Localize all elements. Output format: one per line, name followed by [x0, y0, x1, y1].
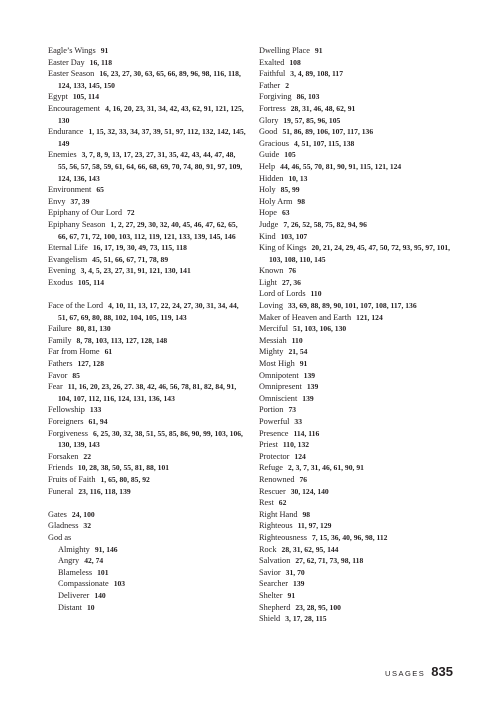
- index-page-refs: 65: [96, 185, 104, 195]
- index-page-refs: 16, 23, 27, 30, 63, 65, 66, 89, 96, 98, 116, 118, 124, 133, 145, 150: [58, 69, 241, 90]
- index-page-refs: 44, 46, 55, 70, 81, 90, 91, 115, 121, 124: [280, 161, 402, 171]
- index-page-refs: 108: [289, 57, 301, 67]
- index-term: God as: [48, 532, 72, 542]
- index-term: Exalted: [259, 57, 285, 67]
- index-term: Eternal Life: [48, 243, 88, 253]
- index-entry: [259, 288, 457, 300]
- index-term: Hope: [259, 208, 277, 218]
- index-entry: [48, 416, 246, 428]
- index-page-refs: 61: [104, 347, 113, 357]
- index-page-refs: 2, 3, 7, 31, 46, 61, 90, 91: [287, 463, 364, 473]
- section-gap: [48, 288, 246, 300]
- index-entry: [259, 486, 457, 498]
- index-page-refs: 139: [302, 393, 314, 403]
- index-page-refs: 72: [126, 208, 135, 218]
- index-term: Rock: [259, 544, 277, 554]
- index-term: Forgiving: [259, 92, 292, 102]
- index-entry: [259, 613, 457, 625]
- index-entry: [259, 265, 457, 277]
- index-term: Presence: [259, 428, 289, 438]
- index-term: Loving: [259, 301, 283, 311]
- index-term: Envy: [48, 196, 66, 206]
- index-term: Shelter: [259, 590, 283, 600]
- index-term: Omnipotent: [259, 370, 299, 380]
- page-footer: [385, 664, 453, 679]
- index-entry: [48, 370, 246, 382]
- index-term: Glory: [259, 115, 279, 125]
- index-entry: [48, 428, 246, 451]
- index-term: Guide: [259, 150, 280, 160]
- index-term: Fortress: [259, 103, 286, 113]
- index-term: Gracious: [259, 138, 289, 148]
- index-entry: [259, 555, 457, 567]
- index-page-refs: 3, 4, 5, 23, 27, 31, 91, 121, 130, 141: [80, 266, 191, 276]
- index-term: Failure: [48, 324, 72, 334]
- index-page-refs: 91: [314, 46, 323, 55]
- index-entry: [259, 115, 457, 127]
- index-entry: [259, 567, 457, 579]
- index-page-refs: 110: [291, 335, 303, 345]
- index-page-refs: 45, 51, 66, 67, 71, 78, 89: [92, 254, 169, 264]
- index-term: Forgiveness: [48, 428, 88, 438]
- index-page-refs: 105, 114: [77, 277, 105, 287]
- index-entry: [259, 416, 457, 428]
- index-subentry: [58, 590, 246, 602]
- index-entry: [48, 520, 246, 532]
- index-term: Lord of Lords: [259, 289, 306, 299]
- index-page-refs: 105, 114: [72, 92, 99, 102]
- index-entry: [259, 578, 457, 590]
- index-page-refs: 11, 97, 129: [297, 521, 332, 531]
- index-term: Enemies: [48, 150, 77, 160]
- index-entry: [259, 509, 457, 521]
- index-entry: [259, 451, 457, 463]
- index-page-refs: 85, 99: [280, 185, 300, 195]
- index-term: Almighty: [58, 544, 90, 554]
- index-entry: [259, 277, 457, 289]
- index-page-refs: 73: [288, 405, 297, 415]
- index-page-refs: 62: [278, 498, 287, 508]
- index-entry: [48, 126, 246, 149]
- index-term: Help: [259, 161, 276, 171]
- index-entry: [259, 242, 457, 265]
- index-term: Shield: [259, 614, 281, 624]
- page-number: 835: [431, 664, 453, 679]
- index-page-refs: 16, 17, 19, 30, 49, 73, 115, 118: [92, 243, 187, 253]
- index-term: Encouragement: [48, 103, 101, 113]
- index-term: King of Kings: [259, 243, 307, 253]
- index-page-refs: 3, 7, 8, 9, 13, 17, 23, 27, 31, 35, 42, 43, 44, 47, 48, 55, 56, 57, 58, 59, 61, 64, 66, 68, 69, 70, 74, 80, 91, 97, 109, 124, 136, 143: [58, 150, 243, 183]
- index-entry: [259, 184, 457, 196]
- index-page-refs: 1, 15, 32, 33, 34, 37, 39, 51, 97, 112, 132, 142, 145, 149: [58, 127, 246, 148]
- index-page-refs: 1, 65, 80, 85, 92: [100, 474, 150, 484]
- index-term: Priest: [259, 440, 278, 450]
- index-page-refs: 4, 16, 20, 23, 31, 34, 42, 43, 62, 91, 121, 125, 130: [58, 103, 244, 125]
- index-page-refs: 37, 39: [70, 196, 90, 206]
- index-term: Holy Arm: [259, 196, 293, 206]
- index-term: Savior: [259, 567, 281, 577]
- index-entry: [48, 265, 246, 277]
- index-term: Fruits of Faith: [48, 474, 96, 484]
- index-term: Maker of Heaven and Earth: [259, 312, 352, 322]
- index-term: Gladness: [48, 521, 79, 531]
- index-term: Funeral: [48, 486, 74, 496]
- index-page-refs: 19, 57, 85, 96, 105: [283, 115, 341, 125]
- index-page-refs: 16, 118: [89, 57, 113, 67]
- index-term: Egypt: [48, 92, 68, 102]
- index-term: Good: [259, 127, 278, 137]
- index-entry: [259, 91, 457, 103]
- index-term: Fellowship: [48, 405, 85, 415]
- index-term: Evangelism: [48, 254, 88, 264]
- index-page-refs: 27, 62, 71, 73, 98, 118: [295, 556, 364, 566]
- index-entry: [259, 462, 457, 474]
- index-page-refs: 33: [294, 417, 303, 426]
- index-subentry: [58, 602, 246, 614]
- index-page-refs: 76: [288, 266, 297, 276]
- index-page-refs: 110: [310, 289, 322, 299]
- index-entry: [48, 532, 246, 544]
- index-entry: [259, 370, 457, 382]
- index-term: Fathers: [48, 359, 73, 369]
- index-term: Holy: [259, 185, 276, 195]
- index-term: Favor: [48, 370, 68, 380]
- index-entry: [48, 358, 246, 370]
- index-term: Father: [259, 80, 281, 90]
- index-subentry: [58, 544, 246, 556]
- index-page-refs: 91: [100, 46, 109, 55]
- index-page-refs: 20, 21, 24, 29, 45, 47, 50, 72, 93, 95, 97, 101, 103, 108, 110, 145: [269, 243, 451, 264]
- index-term: Messiah: [259, 335, 287, 345]
- index-page-refs: 2: [285, 80, 289, 90]
- index-entry: [259, 520, 457, 532]
- index-page-refs: 6, 25, 30, 32, 38, 51, 55, 85, 86, 90, 99, 103, 106, 130, 139, 143: [58, 428, 243, 450]
- index-entry: [259, 428, 457, 440]
- index-page-refs: 8, 78, 103, 113, 127, 128, 148: [76, 335, 168, 345]
- index-term: Angry: [58, 556, 80, 566]
- index-page-refs: 28, 31, 46, 48, 62, 91: [290, 103, 356, 113]
- index-term: Gates: [48, 509, 67, 519]
- index-column-left: [48, 45, 246, 613]
- index-entry: [259, 602, 457, 614]
- index-subentry: [58, 578, 246, 590]
- index-page-refs: 32: [83, 521, 92, 531]
- index-entry: [259, 207, 457, 219]
- index-page-refs: 24, 100: [71, 509, 95, 519]
- index-term: Exodus: [48, 277, 73, 287]
- index-term: Forsaken: [48, 451, 79, 461]
- index-term: Merciful: [259, 324, 289, 334]
- index-entry: [259, 300, 457, 312]
- index-term: Kind: [259, 231, 276, 241]
- index-entry: [48, 254, 246, 266]
- index-entry: [48, 91, 246, 103]
- index-entry: [48, 486, 246, 498]
- index-entry: [259, 474, 457, 486]
- index-page-refs: 10, 28, 38, 50, 55, 81, 88, 101: [77, 463, 170, 473]
- index-page-refs: 101: [97, 567, 109, 577]
- index-page-refs: 91: [299, 359, 308, 369]
- index-entry: [259, 45, 457, 57]
- index-page-refs: 51, 86, 89, 106, 107, 117, 136: [282, 127, 374, 137]
- index-page-refs: 127, 128: [77, 359, 105, 369]
- index-entry: [259, 161, 457, 173]
- index-subentry: [58, 555, 246, 567]
- index-entry: [48, 462, 246, 474]
- index-page-refs: 10, 13: [288, 173, 308, 183]
- index-term: Right Hand: [259, 509, 298, 519]
- index-entry: [48, 335, 246, 347]
- index-page-refs: 23, 28, 95, 100: [295, 602, 341, 612]
- index-page-refs: 98: [302, 509, 311, 519]
- index-column-right: [259, 45, 457, 625]
- index-entry: [48, 184, 246, 196]
- index-term: Face of the Lord: [48, 301, 104, 311]
- index-term: Known: [259, 266, 284, 276]
- index-entry: [259, 312, 457, 324]
- index-entry: [259, 404, 457, 416]
- index-entry: [259, 393, 457, 405]
- index-page-refs: 85: [72, 370, 80, 380]
- index-term: Portion: [259, 405, 284, 415]
- index-subentry: [58, 567, 246, 579]
- index-page-refs: 110, 132: [282, 440, 310, 450]
- index-term: Epiphany of Our Lord: [48, 208, 122, 218]
- index-entry: [48, 509, 246, 521]
- index-term: Light: [259, 277, 277, 287]
- index-page-refs: 30, 124, 140: [290, 486, 329, 496]
- index-term: Blameless: [58, 567, 93, 577]
- index-entry: [48, 451, 246, 463]
- index-page-refs: 42, 74: [84, 556, 104, 566]
- section-label: USAGES: [385, 669, 426, 678]
- index-entry: [48, 57, 246, 69]
- index-page-refs: 3, 4, 89, 108, 117: [290, 69, 344, 79]
- index-entry: [259, 439, 457, 451]
- index-entry: [259, 381, 457, 393]
- index-entry: [259, 80, 457, 92]
- index-page-refs: 4, 51, 107, 115, 138: [293, 138, 355, 148]
- index-term: Epiphany Season: [48, 219, 106, 229]
- index-page-refs: 139: [306, 382, 319, 392]
- index-entry: [259, 103, 457, 115]
- index-term: Judge: [259, 219, 279, 229]
- index-term: Dwelling Place: [259, 46, 310, 55]
- index-term: Omnipresent: [259, 382, 302, 392]
- index-term: Deliverer: [58, 590, 90, 600]
- index-term: Friends: [48, 463, 73, 473]
- index-page-refs: 61, 94: [88, 417, 108, 426]
- index-page-refs: 139: [303, 370, 316, 380]
- index-entry: [259, 335, 457, 347]
- index-page-refs: 31, 70: [285, 567, 305, 577]
- index-page-refs: 10: [86, 602, 95, 612]
- index-entry: [259, 532, 457, 544]
- index-term: Far from Home: [48, 347, 100, 357]
- index-page-refs: 133: [89, 405, 102, 415]
- index-term: Refuge: [259, 463, 283, 473]
- index-entry: [48, 381, 246, 404]
- index-entry: [259, 57, 457, 69]
- index-term: Easter Season: [48, 69, 95, 79]
- index-entry: [48, 277, 246, 289]
- index-entry: [259, 126, 457, 138]
- index-page-refs: 1, 2, 27, 29, 30, 32, 40, 45, 46, 47, 62, 65, 66, 67, 71, 72, 100, 103, 112, 119, 121, 133, 139, 145, 146: [58, 219, 238, 241]
- index-term: Endurance: [48, 127, 84, 137]
- index-entry: [259, 219, 457, 231]
- index-entry: [259, 323, 457, 335]
- section-gap: [48, 497, 246, 509]
- index-page-refs: 124: [294, 451, 306, 461]
- index-term: Distant: [58, 602, 82, 612]
- index-term: Easter Day: [48, 57, 85, 67]
- index-page-refs: 91: [287, 590, 296, 600]
- index-entry: [259, 68, 457, 80]
- index-term: Righteousness: [259, 532, 307, 542]
- index-page-refs: 4, 10, 11, 13, 17, 22, 24, 27, 30, 31, 34, 44, 51, 67, 69, 80, 88, 102, 104, 105, 119, 143: [58, 301, 239, 322]
- index-page-refs: 103, 107: [280, 231, 308, 241]
- index-entry: [48, 103, 246, 126]
- index-term: Most High: [259, 359, 295, 369]
- index-term: Fear: [48, 382, 63, 392]
- index-entry: [48, 346, 246, 358]
- index-term: Faithful: [259, 69, 286, 79]
- index-term: Powerful: [259, 417, 290, 426]
- index-term: Environment: [48, 185, 92, 195]
- index-term: Family: [48, 335, 72, 345]
- index-term: Righteous: [259, 521, 293, 531]
- index-page-refs: 103: [113, 579, 126, 589]
- index-entry: [259, 231, 457, 243]
- index-entry: [48, 474, 246, 486]
- index-page-refs: 98: [297, 196, 306, 206]
- index-entry: [259, 544, 457, 556]
- index-entry: [48, 196, 246, 208]
- index-entry: [259, 138, 457, 150]
- index-term: Compassionate: [58, 579, 109, 589]
- index-page-refs: 21, 54: [288, 347, 308, 357]
- index-term: Mighty: [259, 347, 284, 357]
- index-entry: [48, 404, 246, 416]
- index-term: Evening: [48, 266, 76, 276]
- index-entry: [259, 358, 457, 370]
- index-page-refs: 7, 15, 36, 40, 96, 98, 112: [311, 532, 388, 542]
- index-page-refs: 140: [94, 590, 106, 600]
- index-term: Protector: [259, 451, 290, 461]
- index-page-refs: 27, 36: [281, 277, 301, 287]
- index-page-refs: 11, 16, 20, 23, 26, 27. 38, 42, 46, 56, 78, 81, 82, 84, 91, 104, 107, 112, 116, 124, 131, 136, 143: [58, 382, 237, 403]
- index-term: Renowned: [259, 474, 295, 484]
- index-term: Omniscient: [259, 393, 298, 403]
- index-term: Hidden: [259, 173, 284, 183]
- index-page-refs: 114, 116: [293, 428, 320, 438]
- index-page-refs: 28, 31, 62, 95, 144: [281, 544, 339, 554]
- index-page-refs: 7, 26, 52, 58, 75, 82, 94, 96: [283, 219, 367, 229]
- index-entry: [48, 219, 246, 242]
- index-page-refs: 139: [293, 579, 305, 589]
- index-term: Eagle’s Wings: [48, 46, 96, 55]
- index-page-refs: 86, 103: [296, 92, 320, 102]
- index-entry: [48, 300, 246, 323]
- index-entry: [48, 45, 246, 57]
- index-term: Rest: [259, 498, 274, 508]
- index-term: Foreigners: [48, 417, 84, 426]
- index-page-refs: 63: [281, 208, 290, 218]
- index-page-refs: 121, 124: [356, 312, 383, 322]
- index-term: Shepherd: [259, 602, 291, 612]
- index-page-refs: 80, 81, 130: [76, 324, 111, 334]
- index-term: Rescuer: [259, 486, 286, 496]
- index-entry: [48, 242, 246, 254]
- index-entry: [259, 346, 457, 358]
- index-entry: [259, 173, 457, 185]
- index-term: Searcher: [259, 579, 289, 589]
- index-entry: [259, 497, 457, 509]
- index-page-refs: 23, 116, 118, 139: [78, 486, 131, 496]
- index-page-refs: 91, 146: [94, 544, 118, 554]
- index-page-refs: 105: [284, 150, 296, 160]
- index-page-refs: 22: [83, 451, 92, 461]
- index-page-refs: 3, 17, 28, 115: [285, 614, 327, 624]
- index-page-refs: 33, 69, 88, 89, 90, 101, 107, 108, 117, 136: [287, 301, 417, 311]
- index-page-refs: 51, 103, 106, 130: [293, 324, 347, 334]
- index-entry: [259, 590, 457, 602]
- index-entry: [48, 149, 246, 184]
- index-entry: [48, 323, 246, 335]
- index-term: Salvation: [259, 556, 291, 566]
- index-entry: [48, 207, 246, 219]
- index-entry: [48, 68, 246, 91]
- index-page-refs: 76: [299, 474, 308, 484]
- index-entry: [259, 196, 457, 208]
- index-entry: [259, 149, 457, 161]
